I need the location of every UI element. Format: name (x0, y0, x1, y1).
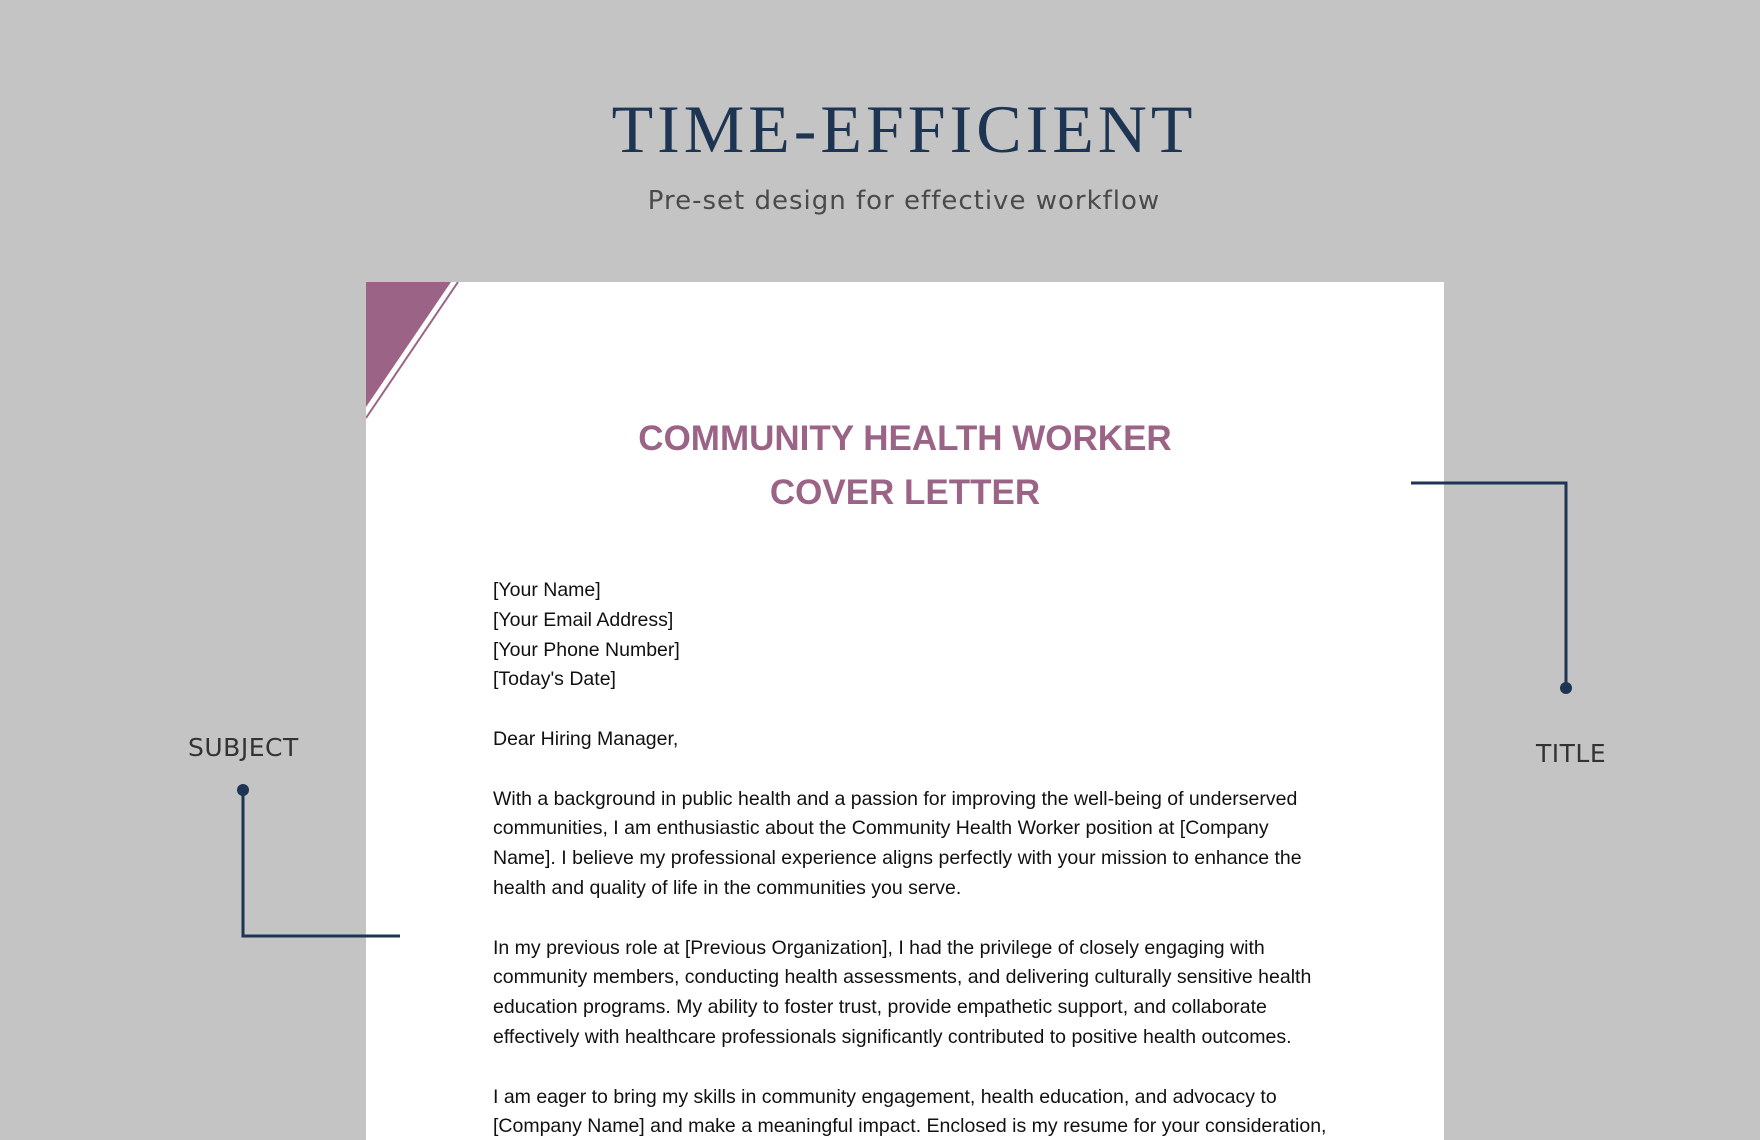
paragraph-line: health and quality of life in the communities you serve. (493, 876, 962, 899)
letter-body (493, 576, 1353, 1140)
paragraph-line: In my previous role at [Previous Organization], I had the privilege of closely engaging with (493, 936, 1265, 959)
body-paragraph-3 (493, 1083, 1353, 1140)
salutation-text: Dear Hiring Manager, (493, 727, 679, 750)
paragraph-line: With a background in public health and a passion for improving the well-being of underserved (493, 787, 1298, 810)
document-title-line-2: COVER LETTER (769, 473, 1041, 512)
paragraph-line: Name]. I believe my professional experience aligns perfectly with your mission to enhance the (493, 847, 1302, 870)
cover-letter-page (366, 282, 1444, 1140)
paragraph-line: effectively with healthcare professionals significantly contributed to positive health outcomes. (493, 1025, 1292, 1048)
paragraph-line: [Company Name] and make a meaningful impact. Enclosed is my resume for your consideration, (493, 1115, 1327, 1138)
document-title (366, 412, 1444, 520)
subject-callout-label: SUBJECT (188, 733, 299, 762)
corner-accent (366, 282, 466, 422)
salutation (493, 725, 1353, 755)
sender-email: [Your Email Address] (493, 608, 674, 631)
title-connector-dot (1560, 682, 1572, 694)
paragraph-line: community members, conducting health assessments, and delivering culturally sensitive health (493, 966, 1312, 989)
document-title-line-1: COMMUNITY HEALTH WORKER (638, 419, 1172, 458)
paragraph-line: education programs. My ability to foster trust, provide empathetic support, and collaborate (493, 996, 1267, 1019)
paragraph-line: I am eager to bring my skills in community engagement, health education, and advocacy to (493, 1085, 1277, 1108)
title-callout-label: TITLE (1536, 739, 1607, 768)
sender-phone: [Your Phone Number] (493, 638, 680, 661)
sender-date: [Today's Date] (493, 668, 616, 691)
body-paragraph-1 (493, 785, 1353, 904)
banner-title: TIME-EFFICIENT (611, 91, 1197, 167)
banner-subtitle: Pre-set design for effective workflow (647, 186, 1161, 216)
paragraph-line: communities, I am enthusiastic about the Community Health Worker position at [Company (493, 817, 1269, 840)
sender-name: [Your Name] (493, 579, 601, 601)
sender-block (493, 576, 1353, 695)
body-paragraph-2 (493, 934, 1353, 1053)
subject-connector-dot (237, 784, 249, 796)
